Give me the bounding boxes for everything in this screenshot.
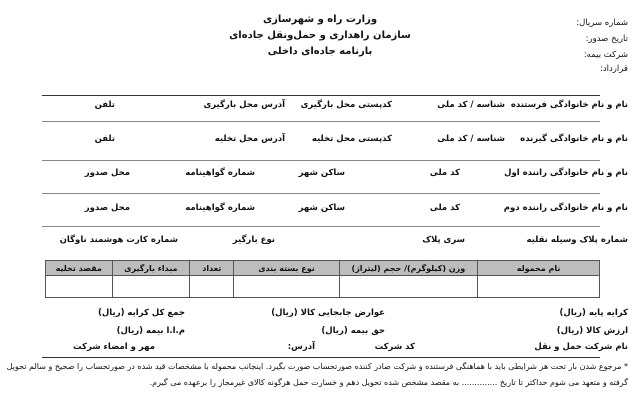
driver2-license-label: شماره گواهینامه bbox=[185, 203, 255, 213]
transport-company-label: نام شرکت حمل و نقل bbox=[534, 342, 628, 352]
loader-type-label: نوع بارگیر bbox=[232, 235, 275, 245]
driver2-city-label: ساکن شهر bbox=[298, 203, 345, 213]
handling-fee-label: عوارض جابجایی کالا (ریال) bbox=[271, 308, 385, 318]
table-cell[interactable] bbox=[234, 276, 339, 298]
table-cell[interactable] bbox=[339, 276, 478, 298]
goods-header-cell: وزن (کیلوگرم)/ حجم (لیتراژ) bbox=[339, 261, 478, 276]
company-code-label: کد شرکت bbox=[374, 342, 415, 352]
smart-card-label: شماره کارت هوشمند ناوگان bbox=[59, 235, 178, 245]
ministry-title: وزارت راه و شهرسازی bbox=[262, 14, 378, 25]
receiver-name-label: نام و نام خانوادگی گیرنده bbox=[520, 134, 628, 144]
goods-table bbox=[45, 260, 600, 298]
sender-postal-label: کدپستی محل بارگیری bbox=[300, 100, 392, 110]
driver2-name-label: نام و نام خانوادگی راننده دوم bbox=[503, 203, 628, 213]
table-cell[interactable] bbox=[190, 276, 234, 298]
table-row bbox=[46, 276, 600, 298]
base-fare-label: کرایه پایه (ریال) bbox=[559, 308, 628, 318]
goods-header-cell: مقصد تخلیه bbox=[46, 261, 113, 276]
receiver-phone-label: تلفن bbox=[94, 134, 115, 144]
divider bbox=[42, 160, 600, 161]
driver1-issue-place-label: محل صدور bbox=[84, 168, 130, 178]
receiver-postal-label: کدپستی محل تخلیه bbox=[311, 134, 392, 144]
insurance-rate-label: م.ا.ا بیمه (ریال) bbox=[116, 326, 185, 336]
driver1-city-label: ساکن شهر bbox=[298, 168, 345, 178]
goods-header-cell: نام محموله bbox=[478, 261, 600, 276]
total-fare-label: جمع کل کرایه (ریال) bbox=[98, 308, 185, 318]
receiver-id-label: شناسه / کد ملی bbox=[437, 134, 505, 144]
goods-header-cell: نوع بسته بندی bbox=[234, 261, 339, 276]
table-cell[interactable] bbox=[46, 276, 113, 298]
table-cell[interactable] bbox=[112, 276, 190, 298]
document-title: بارنامه جاده‌ای داخلی bbox=[267, 46, 373, 57]
goods-header-cell: تعداد bbox=[190, 261, 234, 276]
vehicle-plate-label: شماره پلاک وسیله نقلیه bbox=[526, 235, 628, 245]
divider bbox=[42, 357, 600, 358]
insurance-company-label: شرکت بیمه: bbox=[583, 50, 628, 60]
driver1-id-label: کد ملی bbox=[429, 168, 460, 178]
divider bbox=[42, 226, 600, 227]
table-cell[interactable] bbox=[478, 276, 600, 298]
divider bbox=[42, 121, 600, 122]
goods-value-label: ارزش کالا (ریال) bbox=[556, 326, 628, 336]
sender-id-label: شناسه / کد ملی bbox=[437, 100, 505, 110]
goods-header-cell: مبداء بارگیری bbox=[112, 261, 190, 276]
sender-address-label: آدرس محل بارگیری bbox=[203, 100, 285, 110]
driver1-name-label: نام و نام خانوادگی راننده اول bbox=[504, 168, 628, 178]
divider bbox=[42, 193, 600, 194]
divider bbox=[42, 95, 600, 96]
company-stamp-label: مهر و امضاء شرکت bbox=[73, 342, 155, 352]
sender-name-label: نام و نام خانوادگی فرستنده bbox=[510, 100, 628, 110]
company-address-label: آدرس: bbox=[287, 342, 315, 352]
driver2-issue-place-label: محل صدور bbox=[84, 203, 130, 213]
insurance-fee-label: حق بیمه (ریال) bbox=[321, 326, 385, 336]
receiver-address-label: آدرس محل تخلیه bbox=[214, 134, 285, 144]
sender-phone-label: تلفن bbox=[94, 100, 115, 110]
driver1-license-label: شماره گواهینامه bbox=[185, 168, 255, 178]
contract-label: قرارداد: bbox=[599, 64, 628, 74]
footer-note-line2: گرفته و متعهد می شوم حداکثر تا تاریخ .............. به مقصد مشخص شده تحویل دهم و خسارت حمل هرگونه کالای غیرمجاز را برعهده می گیرم. bbox=[149, 378, 628, 387]
footer-note-line1: * مرجوع شدن بار تحت هر شرایطی باید با هماهنگی فرستنده و شرکت صادر کننده صورتحساب صورت بگیرد. اینجانب محموله با مشخصات قید شده در صورتحساب را صحیح و سالم تحویل bbox=[6, 362, 628, 371]
organization-title: سازمان راهداری و حمل‌ونقل جاده‌ای bbox=[229, 30, 411, 41]
driver2-id-label: کد ملی bbox=[429, 203, 460, 213]
serial-number-label: شماره سریال: bbox=[576, 18, 628, 28]
plate-series-label: سری پلاک bbox=[422, 235, 465, 245]
issue-date-label: تاریخ صدور: bbox=[585, 34, 628, 44]
